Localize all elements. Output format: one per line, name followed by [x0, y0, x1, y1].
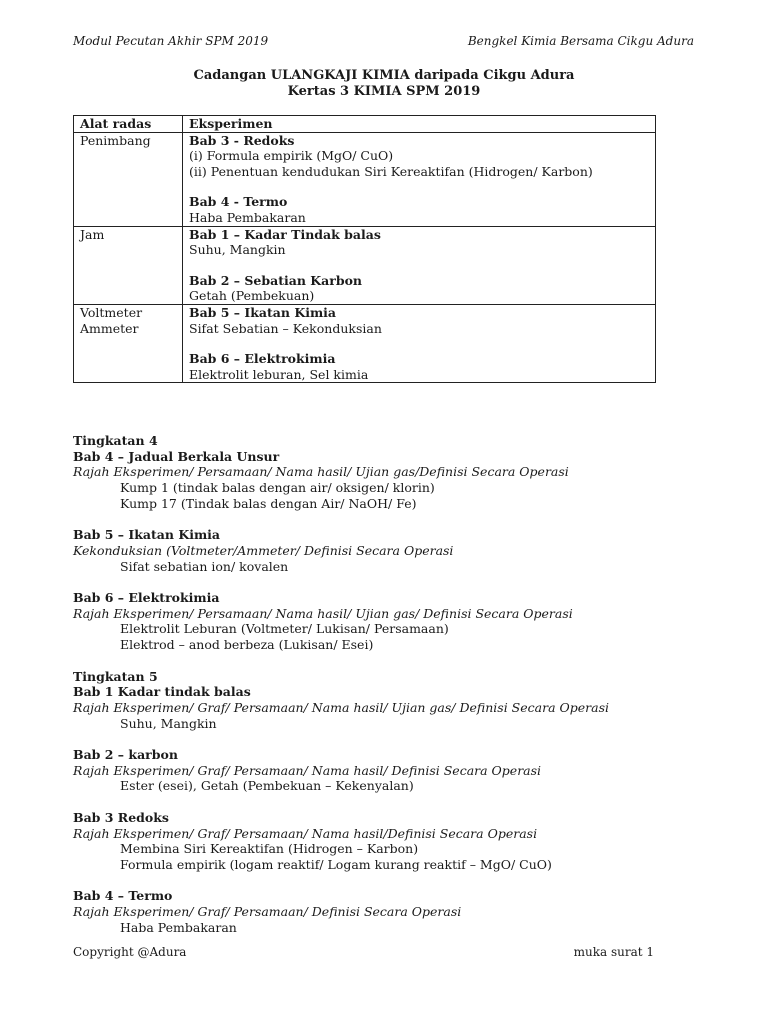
table-body: [74, 132, 656, 383]
group-spacer: [189, 179, 649, 194]
header-right: Bengkel Kimia Bersama Cikgu Adura: [467, 34, 694, 48]
experiment-item: Sifat sebatian ion/ kovalen: [120, 558, 289, 574]
apparatus-name: Ammeter: [80, 320, 139, 336]
experiment-item: Ester (esei), Getah (Pembekuan – Kekenyalan): [120, 778, 414, 794]
section-spacer: [73, 731, 683, 747]
table-row: [74, 226, 656, 304]
table-row: [74, 304, 656, 382]
chapter-heading: Bab 3 Redoks: [73, 809, 169, 825]
chapter-heading: Bab 4 – Termo: [73, 888, 173, 904]
topic-list: Kekonduksian (Voltmeter/Ammeter/ Definisi Secara Operasi: [73, 542, 454, 558]
chapter-title: Bab 2 – Sebatian Karbon: [189, 272, 363, 288]
experiment-line: Getah (Pembekuan): [189, 288, 315, 304]
form-level-heading: Tingkatan 5: [73, 668, 158, 684]
experiment-item: Haba Pembakaran: [120, 919, 237, 935]
experiment-line: Elektrolit leburan, Sel kimia: [189, 366, 369, 382]
apparatus-name: Jam: [80, 226, 105, 242]
chapter-title: Bab 5 – Ikatan Kimia: [189, 304, 337, 320]
footer-copyright: Copyright @Adura: [73, 945, 187, 959]
experiment-item: Elektrolit Leburan (Voltmeter/ Lukisan/ Persamaan): [120, 621, 449, 637]
document-title: [0, 68, 768, 100]
table-row: [74, 132, 656, 226]
apparatus-name: Penimbang: [80, 132, 151, 148]
experiment-line: Suhu, Mangkin: [189, 242, 286, 258]
topic-list: Rajah Eksperimen/ Graf/ Persamaan/ Nama hasil/ Definisi Secara Operasi: [73, 762, 542, 778]
topic-list: Rajah Eksperimen/ Persamaan/ Nama hasil/ Ujian gas/Definisi Secara Operasi: [73, 464, 569, 480]
experiment-item: Suhu, Mangkin: [120, 715, 217, 731]
topic-list: Rajah Eksperimen/ Graf/ Persamaan/ Nama hasil/ Ujian gas/ Definisi Secara Operasi: [73, 699, 609, 715]
table-header-row: [74, 116, 656, 133]
form-level-heading: Tingkatan 4: [73, 433, 158, 448]
experiment-item: Kump 17 (Tindak balas dengan Air/ NaOH/ Fe): [120, 495, 417, 511]
apparatus-cell: [74, 132, 183, 226]
chapter-title: Bab 3 - Redoks: [189, 132, 295, 148]
experiment-cell: [183, 132, 656, 226]
column-header-apparatus: Alat radas: [74, 116, 183, 133]
apparatus-name: Voltmeter: [80, 304, 143, 320]
section-spacer: [73, 574, 683, 590]
topic-list: Rajah Eksperimen/ Graf/ Persamaan/ Definisi Secara Operasi: [73, 904, 462, 919]
chapter-heading: Bab 2 – karbon: [73, 747, 178, 762]
section-spacer: [73, 512, 683, 528]
chapter-title: Bab 1 – Kadar Tindak balas: [189, 226, 381, 242]
experiment-cell: [183, 304, 656, 382]
topic-list: Rajah Eksperimen/ Graf/ Persamaan/ Nama hasil/Definisi Secara Operasi: [73, 825, 538, 841]
experiment-line: Haba Pembakaran: [189, 209, 306, 225]
experiment-line: (i) Formula empirik (MgO/ CuO): [189, 148, 394, 164]
section-spacer: [73, 873, 683, 889]
title-line-1: Cadangan ULANGKAJI KIMIA daripada Cikgu Adura: [193, 68, 575, 83]
title-line-2: Kertas 3 KIMIA SPM 2019: [287, 84, 481, 99]
chapter-title: Bab 4 - Termo: [189, 194, 288, 210]
section-spacer: [73, 794, 683, 810]
apparatus-cell: [74, 304, 183, 382]
apparatus-cell: [74, 226, 183, 304]
revision-sections: [73, 433, 683, 935]
experiment-line: Sifat Sebatian – Kekonduksian: [189, 320, 382, 336]
chapter-heading: Bab 1 Kadar tindak balas: [73, 684, 251, 700]
experiment-item: Elektrod – anod berbeza (Lukisan/ Esei): [120, 637, 374, 653]
experiment-cell: [183, 226, 656, 304]
group-spacer: [189, 336, 649, 351]
experiment-line: (ii) Penentuan kendudukan Siri Kereaktifan (Hidrogen/ Karbon): [189, 163, 593, 179]
chapter-heading: Bab 6 – Elektrokimia: [73, 590, 220, 605]
experiment-item: Formula empirik (logam reaktif/ Logam kurang reaktif – MgO/ CuO): [120, 856, 552, 872]
experiment-item: Membina Siri Kereaktifan (Hidrogen – Karbon): [120, 841, 419, 857]
apparatus-table: [73, 115, 656, 383]
group-spacer: [189, 258, 649, 273]
section-spacer: [73, 653, 683, 669]
column-header-experiment: Eksperimen: [183, 116, 656, 133]
chapter-heading: Bab 4 – Jadual Berkala Unsur: [73, 448, 280, 464]
header-left: Modul Pecutan Akhir SPM 2019: [73, 34, 269, 48]
experiment-item: Kump 1 (tindak balas dengan air/ oksigen/ klorin): [120, 480, 435, 496]
chapter-title: Bab 6 – Elektrokimia: [189, 351, 336, 367]
topic-list: Rajah Eksperimen/ Persamaan/ Nama hasil/ Ujian gas/ Definisi Secara Operasi: [73, 605, 573, 621]
chapter-heading: Bab 5 – Ikatan Kimia: [73, 527, 221, 543]
footer-page-number: muka surat 1: [573, 945, 654, 959]
